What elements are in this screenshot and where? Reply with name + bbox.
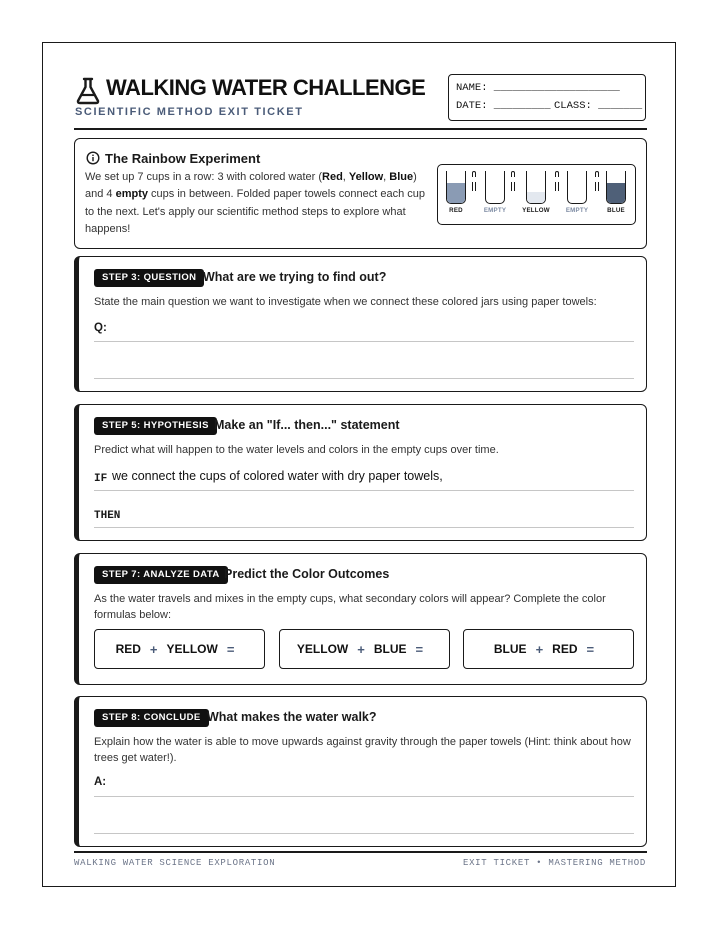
step-prompt: Predict what will happen to the water levels and colors in the empty cups over time. (94, 444, 499, 456)
footer-divider (74, 851, 647, 853)
step-conclude-card (74, 696, 647, 847)
step-badge: STEP 8: CONCLUDE (94, 709, 209, 727)
answer-line[interactable] (94, 833, 634, 834)
cup-red (446, 171, 466, 204)
worksheet-title: WALKING WATER CHALLENGE (106, 75, 426, 100)
footer-left: WALKING WATER SCIENCE EXPLORATION (74, 858, 276, 868)
if-label: IF (94, 473, 108, 485)
step-title: Make an "If... then..." statement (214, 418, 400, 432)
cup-label: YELLOW (522, 207, 550, 214)
class-field[interactable]: CLASS: _______ (554, 100, 643, 112)
step-title: What makes the water walk? (207, 710, 377, 724)
answer-line[interactable] (94, 527, 634, 528)
question-label: Q: (94, 322, 107, 334)
paper-towel-wick (555, 171, 561, 193)
step-prompt: As the water travels and mixes in the empty cups, what secondary colors will appear? Complete the color formulas below: (94, 593, 606, 621)
step-analyze-card (74, 553, 647, 685)
cup-yellow (526, 171, 546, 204)
cup-blue (606, 171, 626, 204)
cup-water (447, 183, 465, 203)
step-prompt: Explain how the water is able to move upwards against gravity through the paper towels (Hint: think about how trees get water!). (94, 736, 631, 764)
footer-right: EXIT TICKET • MASTERING METHOD (462, 858, 646, 868)
info-circle-icon (86, 151, 100, 165)
formula-box[interactable]: BLUE + RED = (463, 629, 634, 669)
answer-line[interactable] (94, 796, 634, 797)
cups-diagram (437, 164, 636, 225)
step-badge: STEP 3: QUESTION (94, 269, 204, 287)
name-field[interactable]: NAME: ____________________ (456, 82, 620, 94)
date-field[interactable]: DATE: _________ (456, 100, 551, 112)
step-title: What are we trying to find out? (203, 270, 387, 284)
answer-line[interactable] (94, 378, 634, 379)
worksheet-subtitle: SCIENTIFIC METHOD EXIT TICKET (75, 106, 304, 118)
cup-label: BLUE (607, 207, 625, 214)
formula-box[interactable]: RED + YELLOW = (94, 629, 265, 669)
cup-water (527, 192, 545, 203)
paper-towel-wick (595, 171, 601, 193)
cup-label: EMPTY (483, 207, 507, 214)
answer-line[interactable] (94, 490, 634, 491)
cup-empty-1 (485, 171, 505, 204)
step-title: Predict the Color Outcomes (224, 567, 390, 581)
paper-towel-wick (511, 171, 517, 193)
worksheet-page (42, 42, 676, 887)
intro-title: The Rainbow Experiment (105, 151, 261, 166)
cup-water (607, 183, 625, 203)
student-info-box (448, 74, 646, 121)
step-badge: STEP 7: ANALYZE DATA (94, 566, 228, 584)
step-badge: STEP 5: HYPOTHESIS (94, 417, 217, 435)
header-divider (74, 128, 647, 130)
cup-empty-2 (567, 171, 587, 204)
answer-label: A: (94, 776, 107, 788)
cup-label: RED (449, 207, 463, 214)
intro-card (74, 138, 647, 249)
formula-box[interactable]: YELLOW + BLUE = (279, 629, 450, 669)
if-statement: we connect the cups of colored water with dry paper towels, (112, 469, 443, 483)
step-question-card (74, 256, 647, 392)
flask-icon (75, 77, 101, 105)
cup-label: EMPTY (565, 207, 589, 214)
answer-line[interactable] (94, 341, 634, 342)
then-label: THEN (94, 510, 121, 522)
step-hypothesis-card (74, 404, 647, 541)
paper-towel-wick (472, 171, 478, 193)
intro-text: We set up 7 cups in a row: 3 with colored water (Red, Yellow, Blue) and 4 empty cups in between. Folded paper towels connect each cup to the next. Let's apply our scientific method steps to explore what happens! (85, 171, 426, 236)
step-prompt: State the main question we want to investigate when we connect these colored jars using paper towels: (94, 296, 597, 308)
